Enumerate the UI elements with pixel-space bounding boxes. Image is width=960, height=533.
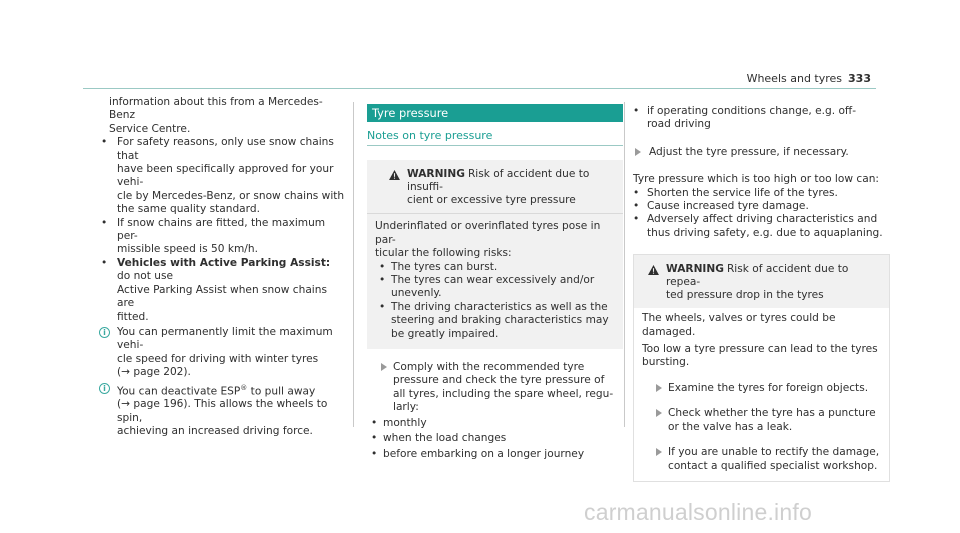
text-line: missible speed is 50 km/h. [117,243,258,256]
text-span: You can deactivate ESP [117,385,241,398]
text-line: Underinflated or overinflated tyres pose in par- [375,220,601,246]
text-line [117,257,346,284]
action-arrow-icon [381,363,387,371]
vehicle-equipment-label: Vehicles with Active Parking Assist: [117,256,331,269]
text-line: be greatly impaired. [391,327,499,340]
text-span: Risk of accident due to repea- [666,263,849,289]
text-line: Too low a tyre pressure can lead to the tyres [642,343,878,356]
text-line: road driving [647,118,711,131]
text-line: • Shorten the service life of the tyres. [647,186,838,199]
text-line [666,263,881,289]
list-item [367,448,623,461]
text-line: • The tyres can wear excessively and/or [391,274,595,287]
text-line: unevenly. [391,287,442,300]
text-line: Active Parking Assist when snow chains are [117,283,327,310]
registered-mark: ® [240,383,248,392]
text-line: achieving an increased driving force. [117,425,313,438]
text-line: The wheels, valves or tyres could be damaged. [642,312,836,338]
list-item [83,136,346,216]
warning-body [634,308,889,481]
warning-body [367,213,623,349]
list-item [375,261,615,274]
action-arrow-icon [656,384,662,392]
list-item [367,417,623,430]
text-line: • Adversely affect driving characteristics and [647,213,878,226]
text-line: • when the load changes [383,432,507,445]
warning-label: WARNING [407,168,465,181]
text-span: do not use [117,270,174,283]
list-item [625,200,890,213]
column-3 [625,105,890,482]
list-item [83,257,346,324]
text-line: the same quality standard. [117,203,260,216]
page-number: 333 [848,72,871,85]
text-line: ticular the following risks: [375,247,512,260]
text-line [117,382,346,399]
text-line: steering and braking characteristics may [391,314,609,327]
list-item [375,301,615,341]
text-line: cient or excessive tyre pressure [407,194,576,207]
column-1 [83,96,346,439]
text-line: • before embarking on a longer journey [383,447,585,460]
list-item [367,432,623,445]
text-line: bursting. [642,356,690,369]
list-item [83,217,346,257]
warning-header-box [634,255,889,308]
page-header [747,72,871,85]
text-line: Adjust the tyre pressure, if necessary. [649,145,849,158]
text-line: • The driving characteristics as well as the [391,300,608,313]
text-line: all tyres, including the spare wheel, regu- [393,387,614,400]
action-step [642,407,881,434]
intro-line: Service Centre. [109,122,191,135]
info-icon: i [99,327,110,338]
text-line: • If snow chains are fitted, the maximum per- [117,216,326,243]
text-line: Check whether the tyre has a puncture [668,407,876,420]
action-arrow-icon [635,148,641,156]
info-note [83,326,346,380]
text-line: • The tyres can burst. [391,260,498,273]
paragraph: Tyre pressure which is too high or too low can: [633,173,879,186]
column-divider [353,102,354,427]
header-rule [83,88,876,89]
text-line: ted pressure drop in the tyres [666,289,824,302]
text-line: pressure and check the tyre pressure of [393,374,605,387]
text-line: You can permanently limit the maximum vehi- [117,325,333,352]
text-line: • if operating conditions change, e.g. off- [647,105,857,117]
text-line: If you are unable to rectify the damage, [668,446,880,459]
info-note [83,382,346,439]
text-line: contact a qualified specialist workshop. [668,459,878,472]
section-title: Tyre pressure [367,104,623,122]
text-line: or the valve has a leak. [668,420,793,433]
text-line: fitted. [117,310,149,323]
text-line: cle speed for driving with winter tyres [117,352,319,365]
action-step [642,382,881,395]
text-line: cle by Mercedes-Benz, or snow chains with [117,189,345,202]
action-step [625,146,890,159]
list-item [625,105,890,132]
text-line: Comply with the recommended tyre [393,361,585,374]
text-line [407,168,615,194]
watermark: carmanualsonline.info [584,499,812,525]
list-item [625,213,890,240]
column-2 [367,104,623,461]
warning-triangle-icon [648,265,659,275]
action-step [642,446,881,473]
subsection-title: Notes on tyre pressure [367,129,623,146]
page-reference-link[interactable]: (→ page 196). This allows the wheels to spin, [117,398,328,424]
action-step [367,361,623,415]
warning-action-area [367,361,623,461]
warning-box [367,160,623,349]
header-section: Wheels and tyres [746,72,843,85]
warning-header [634,255,889,302]
warning-label: WARNING [666,263,724,276]
intro-line: information about this from a Mercedes-Benz [109,96,323,122]
text-line: thus driving safety, e.g. due to aquaplaning. [647,226,883,239]
text-line: • Cause increased tyre damage. [647,200,809,213]
text-line: have been specifically approved for your vehi- [117,163,334,189]
text-span: Risk of accident due to insuffi- [407,168,590,194]
action-arrow-icon [656,448,662,456]
warning-triangle-icon [389,170,400,180]
text-line: • For safety reasons, only use snow chains that [117,136,334,162]
text-line: Examine the tyres for foreign objects. [668,381,869,394]
warning-header [367,160,623,207]
page-reference-link[interactable]: (→ page 202). [117,366,191,379]
list-item [375,274,615,301]
text-line: • monthly [383,416,427,429]
action-arrow-icon [656,409,662,417]
text-line: larly: [393,401,419,414]
warning-box [633,254,890,482]
text-span: to pull away [247,385,316,398]
info-icon: i [99,383,110,394]
list-item [625,187,890,200]
